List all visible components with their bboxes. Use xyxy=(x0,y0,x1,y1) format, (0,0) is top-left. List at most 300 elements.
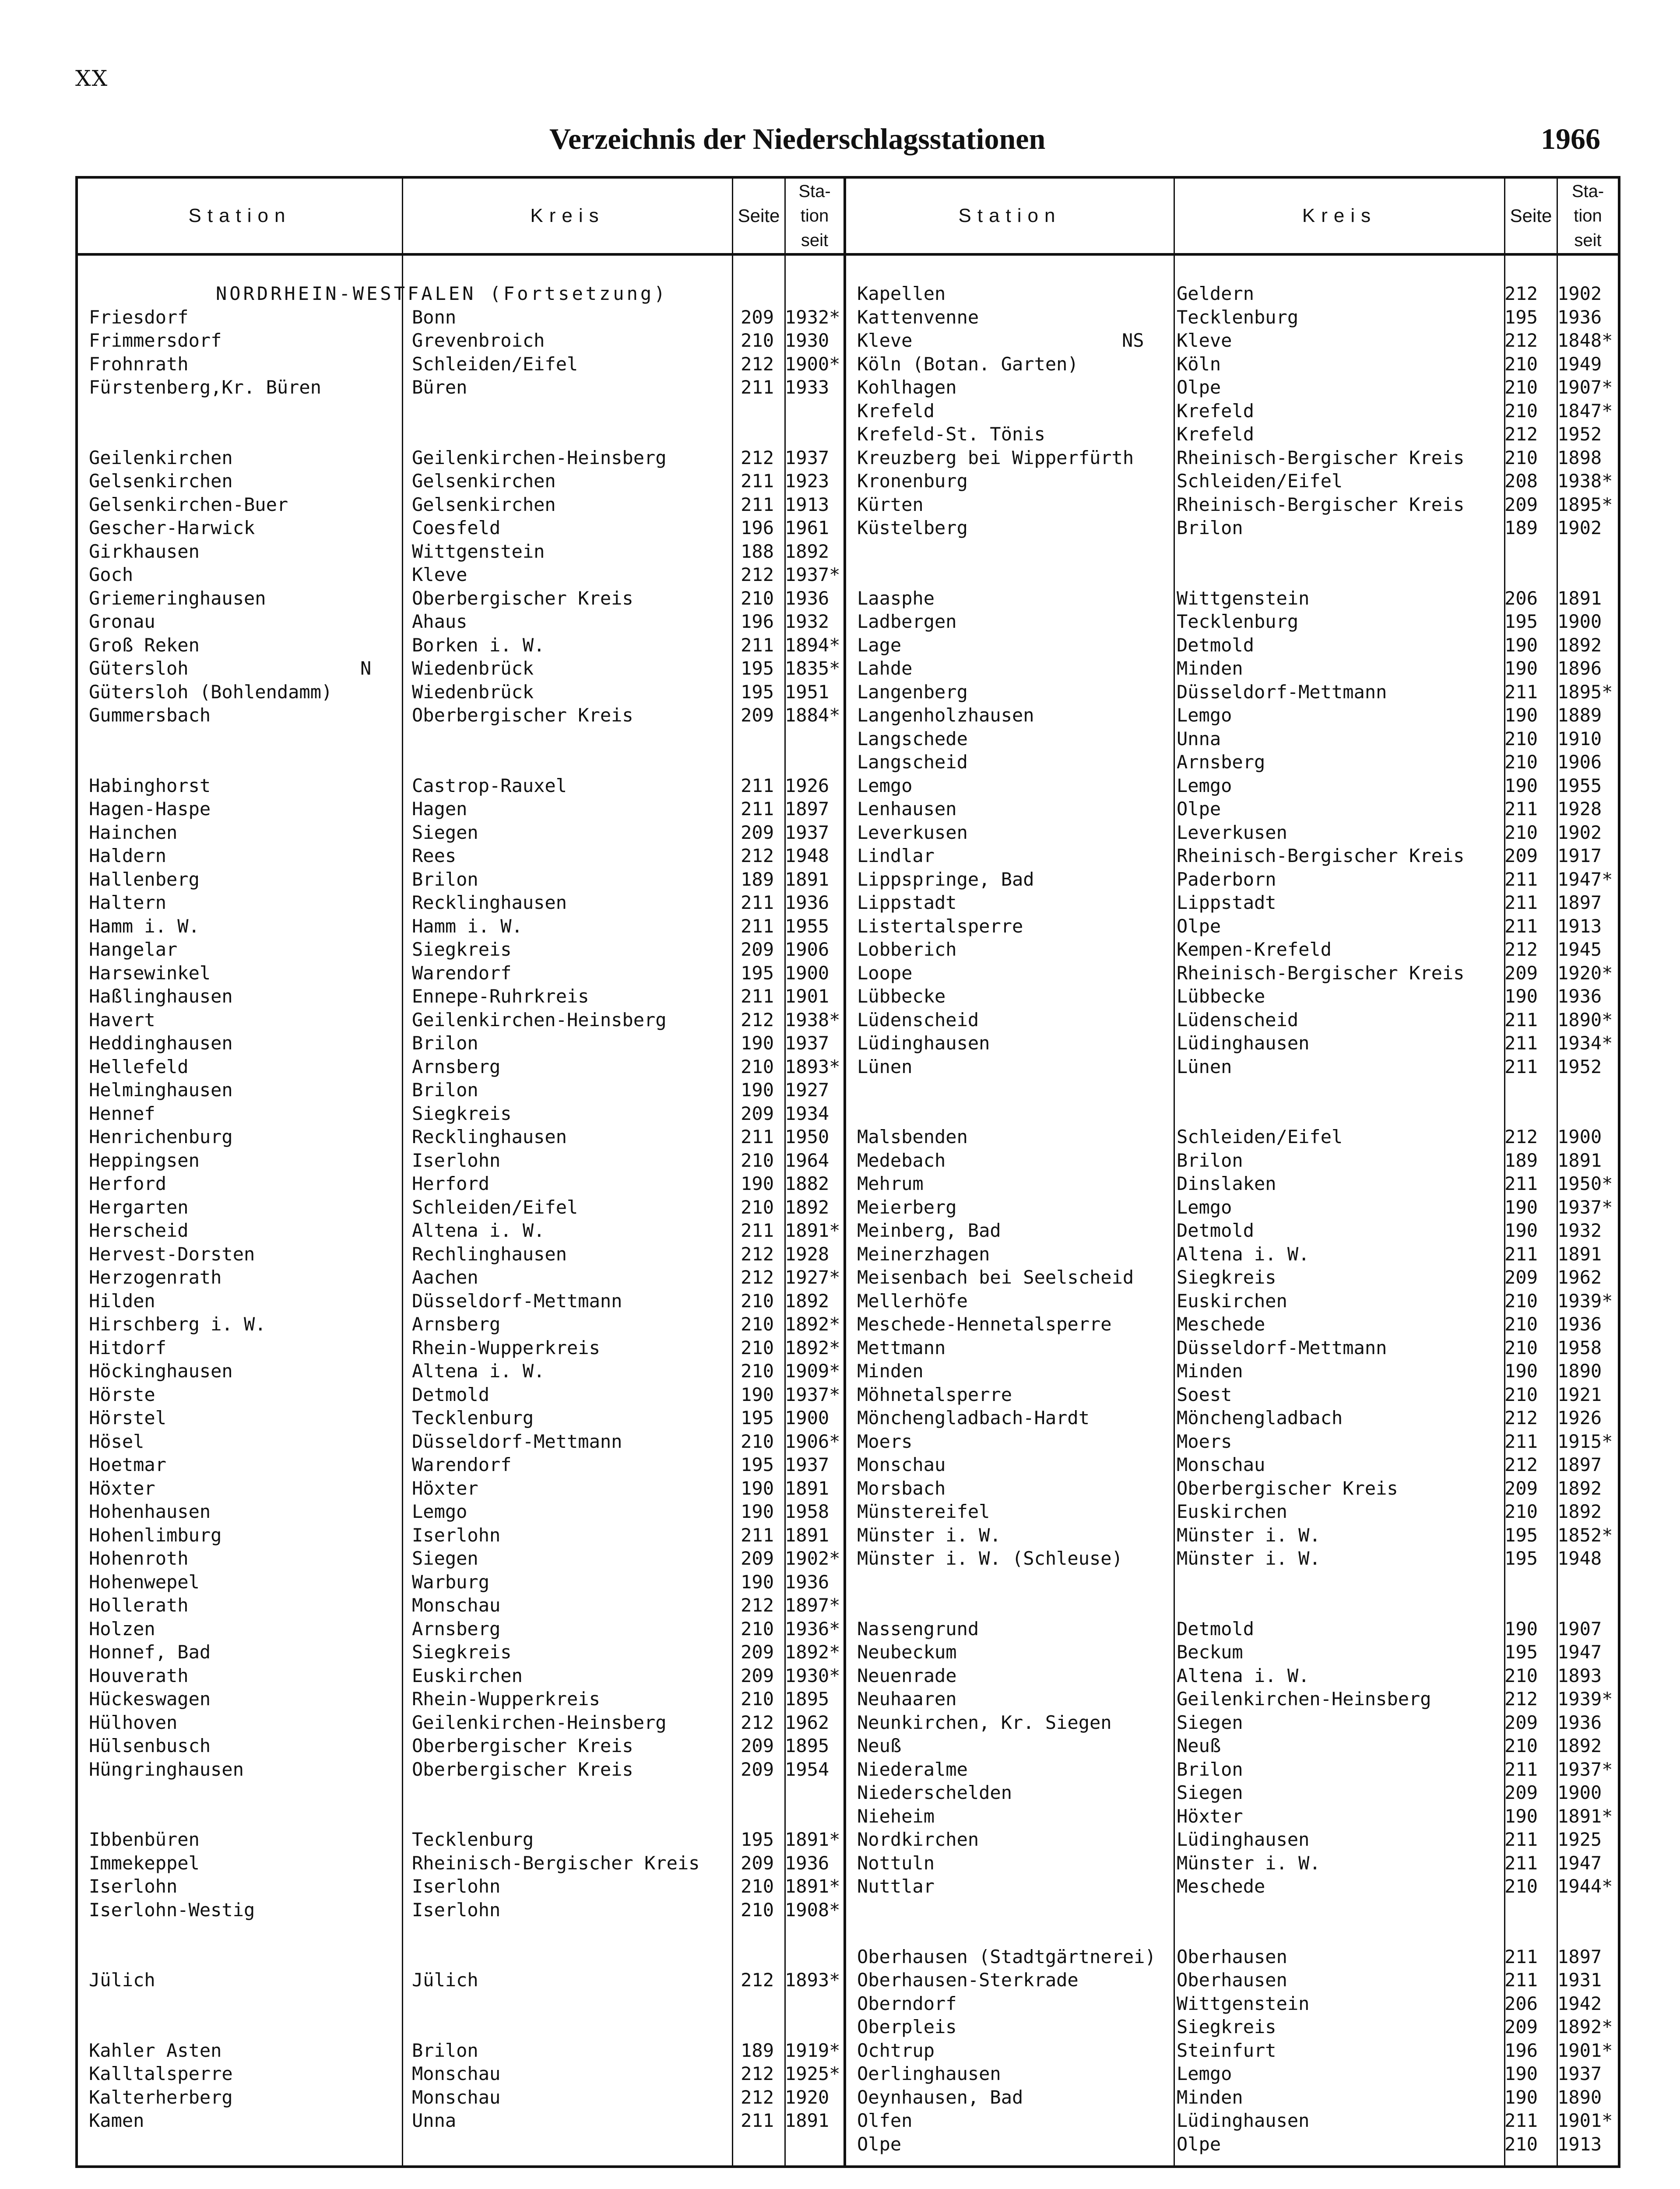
kreis-name: Leverkusen xyxy=(1177,821,1287,843)
seite-value: 209 xyxy=(741,1548,774,1569)
station-name: Houverath xyxy=(89,1665,189,1686)
seit-year: 1910 xyxy=(1557,728,1602,750)
station-name: Lenhausen xyxy=(857,798,957,820)
station-row xyxy=(89,563,840,587)
seite-value: 212 xyxy=(741,1243,774,1265)
seit-year: 1950* xyxy=(1557,1173,1613,1194)
seit-year: 1936 xyxy=(785,1852,829,1874)
station-name: Nieheim xyxy=(857,1805,935,1827)
kreis-name: Castrop-Rauxel xyxy=(412,774,567,796)
station-row xyxy=(89,1219,840,1242)
station-name: Münster i. W. xyxy=(857,1524,1001,1546)
kreis-name: Siegen xyxy=(1177,1711,1243,1733)
station-name: Honnef, Bad xyxy=(89,1641,211,1663)
seit-year: 1891* xyxy=(785,1876,840,1897)
seit-year: 1936 xyxy=(1557,1711,1602,1733)
station-row xyxy=(89,1289,833,1313)
blank-row xyxy=(89,2015,833,2039)
kreis-name: Olpe xyxy=(1177,2133,1221,2155)
seit-year: 1901* xyxy=(1557,2110,1613,2131)
station-name: Hervest-Dorsten xyxy=(89,1243,255,1265)
station-row xyxy=(89,2109,833,2133)
seite-value: 211 xyxy=(741,892,774,913)
station-row xyxy=(857,821,1610,845)
seit-year: 1895* xyxy=(1557,493,1613,515)
station-row xyxy=(89,1687,833,1711)
kreis-name: Schleiden/Eifel xyxy=(412,1196,578,1218)
station-name: Langenholzhausen xyxy=(857,704,1034,726)
kreis-name: Arnsberg xyxy=(412,1313,501,1335)
seit-year: 1891* xyxy=(1557,1805,1613,1827)
seit-year: 1928 xyxy=(1557,798,1602,820)
seit-year: 1900 xyxy=(1557,1782,1602,1803)
seit-year: 1900 xyxy=(785,962,829,984)
seite-value: 212 xyxy=(741,1711,774,1733)
kreis-name: Geilenkirchen-Heinsberg xyxy=(412,447,667,468)
kreis-name: Büren xyxy=(412,377,467,398)
station-name: Loope xyxy=(857,962,913,984)
station-name: Hohenroth xyxy=(89,1548,189,1569)
station-name: Frimmersdorf xyxy=(89,330,222,351)
station-name: Olpe xyxy=(857,2133,902,2155)
station-row xyxy=(857,1805,1613,1828)
seit-year: 1936 xyxy=(1557,985,1602,1007)
station-row xyxy=(857,750,1610,774)
kreis-name: Arnsberg xyxy=(1177,751,1265,773)
station-row xyxy=(857,493,1613,517)
seit-year: 1848* xyxy=(1557,330,1613,351)
kreis-name: Oberhausen xyxy=(1177,1969,1287,1991)
kreis-name: Krefeld xyxy=(1177,400,1255,422)
seite-value: 209 xyxy=(741,939,774,960)
seite-value: 195 xyxy=(741,962,774,984)
kreis-name: Lemgo xyxy=(1177,1196,1232,1218)
header-seit-line: seit xyxy=(1574,231,1602,250)
station-name: Iserlohn xyxy=(89,1876,178,1897)
station-name: Lippstadt xyxy=(857,892,957,913)
station-row xyxy=(89,985,833,1008)
seit-year: 1928 xyxy=(785,1243,829,1265)
station-name: Medebach xyxy=(857,1149,946,1171)
station-row xyxy=(89,1758,833,1781)
station-row xyxy=(89,1640,840,1664)
station-row xyxy=(89,1125,833,1149)
seit-year: 1891 xyxy=(1557,587,1602,609)
station-row xyxy=(89,1336,840,1360)
station-row xyxy=(89,1570,833,1594)
kreis-name: Minden xyxy=(1177,1360,1243,1382)
station-row xyxy=(857,1008,1613,1032)
seite-value: 209 xyxy=(741,1641,774,1663)
blank-row xyxy=(857,1922,1610,1945)
seit-year: 1900* xyxy=(785,353,840,375)
seit-year: 1938* xyxy=(1557,470,1613,492)
station-row xyxy=(89,469,833,493)
station-name: Hangelar xyxy=(89,939,178,960)
kreis-name: Rhein-Wupperkreis xyxy=(412,1688,600,1710)
seit-year: 1919* xyxy=(785,2039,840,2061)
seite-value: 212 xyxy=(741,353,774,375)
kreis-name: Ahaus xyxy=(412,611,467,632)
seit-year: 1891* xyxy=(785,1220,840,1241)
seit-year: 1852* xyxy=(1557,1524,1613,1546)
station-name: Habinghorst xyxy=(89,774,211,796)
kreis-name: Tecklenburg xyxy=(1177,306,1299,328)
station-name: Heddinghausen xyxy=(89,1032,233,1054)
station-row xyxy=(857,2062,1610,2086)
station-name: Geilenkirchen xyxy=(89,447,233,468)
seit-year: 1932 xyxy=(1557,1220,1602,1241)
seite-value: 190 xyxy=(1504,2063,1538,2084)
station-name: Hirschberg i. W. xyxy=(89,1313,266,1335)
seite-value: 210 xyxy=(741,1618,774,1640)
station-name: Neuenrade xyxy=(857,1665,957,1686)
station-name: Neuhaaren xyxy=(857,1688,957,1710)
seit-year: 1892* xyxy=(785,1313,840,1335)
kreis-name: Altena i. W. xyxy=(412,1360,545,1382)
station-row xyxy=(857,1617,1610,1641)
seit-year: 1936 xyxy=(1557,306,1602,328)
station-name: Hennef xyxy=(89,1102,155,1124)
station-name: Goch xyxy=(89,564,134,585)
station-row xyxy=(857,961,1613,985)
blank-row xyxy=(857,540,1610,563)
seit-year: 1947 xyxy=(1557,1641,1602,1663)
header-kreis: Kreis xyxy=(530,205,605,226)
seite-value: 189 xyxy=(741,868,774,890)
kreis-name: Lemgo xyxy=(412,1501,467,1522)
seit-year: 1902 xyxy=(1557,283,1602,304)
seit-year: 1892* xyxy=(1557,2016,1613,2038)
station-row xyxy=(857,633,1610,657)
kreis-name: Rheinisch-Bergischer Kreis xyxy=(1177,447,1465,468)
seite-value: 190 xyxy=(1504,1220,1538,1241)
kreis-name: Altena i. W. xyxy=(1177,1243,1310,1265)
seite-value: 212 xyxy=(741,1594,774,1616)
station-row xyxy=(89,1406,833,1430)
seit-year: 1948 xyxy=(785,845,829,866)
seit-year: 1917 xyxy=(1557,845,1602,866)
kreis-name: Geilenkirchen-Heinsberg xyxy=(412,1009,667,1031)
kreis-name: Lippstadt xyxy=(1177,892,1276,913)
seite-value: 188 xyxy=(741,540,774,562)
kreis-name: Rees xyxy=(412,845,457,866)
kreis-name: Düsseldorf-Mettmann xyxy=(1177,1337,1387,1358)
seite-value: 195 xyxy=(741,1829,774,1850)
seite-value: 210 xyxy=(741,1899,774,1921)
station-name: Monschau xyxy=(857,1454,946,1475)
station-row xyxy=(89,2086,833,2109)
seit-year: 1889 xyxy=(1557,704,1602,726)
station-name: Köln (Botan. Garten) xyxy=(857,353,1079,375)
seit-year: 1906* xyxy=(785,1430,840,1452)
kreis-name: Grevenbroich xyxy=(412,330,545,351)
station-row xyxy=(89,1359,840,1383)
seit-year: 1892* xyxy=(785,1641,840,1663)
seite-value: 209 xyxy=(741,1735,774,1756)
seite-value: 210 xyxy=(741,1290,774,1312)
seit-year: 1900 xyxy=(1557,611,1602,632)
kreis-name: Lemgo xyxy=(1177,774,1232,796)
station-row xyxy=(857,1031,1613,1055)
kreis-name: Brilon xyxy=(412,1079,478,1101)
station-name: Gütersloh (Bohlendamm) xyxy=(89,681,333,703)
seite-value: 211 xyxy=(1504,868,1538,890)
station-row xyxy=(89,1196,833,1219)
station-row xyxy=(857,446,1610,470)
station-name: Morsbach xyxy=(857,1477,946,1499)
station-name: Hellefeld xyxy=(89,1056,189,1077)
seite-value: 190 xyxy=(741,1571,774,1593)
station-row xyxy=(89,821,833,845)
station-row xyxy=(89,352,840,376)
kreis-name: Münster i. W. xyxy=(1177,1524,1321,1546)
seit-year: 1900 xyxy=(785,1407,829,1429)
seite-value: 195 xyxy=(1504,1641,1538,1663)
station-row xyxy=(89,1430,840,1453)
station-name: Gescher-Harwick xyxy=(89,517,255,538)
station-row xyxy=(89,915,833,938)
station-row xyxy=(857,2133,1610,2156)
kreis-name: Oberbergischer Kreis xyxy=(412,587,633,609)
seite-value: 211 xyxy=(1504,1032,1538,1054)
station-name: Kalterherberg xyxy=(89,2086,233,2108)
seite-value: 212 xyxy=(741,1969,774,1991)
seite-value: 209 xyxy=(741,1852,774,1874)
station-name: Ladbergen xyxy=(857,611,957,632)
kreis-name: Düsseldorf-Mettmann xyxy=(412,1430,622,1452)
station-mark: NS xyxy=(1122,330,1144,351)
kreis-name: Warendorf xyxy=(412,962,512,984)
kreis-name: Kempen-Krefeld xyxy=(1177,939,1332,960)
station-row xyxy=(857,422,1610,446)
seit-year: 1902* xyxy=(785,1548,840,1569)
seit-year: 1936 xyxy=(785,892,829,913)
station-row xyxy=(89,1734,833,1758)
seit-year: 1936 xyxy=(785,587,829,609)
seite-value: 212 xyxy=(741,447,774,468)
station-row xyxy=(857,1547,1610,1570)
station-name: Listertalsperre xyxy=(857,915,1023,937)
station-row xyxy=(89,633,840,657)
station-name: Mehrum xyxy=(857,1173,924,1194)
seite-value: 211 xyxy=(1504,1009,1538,1031)
kreis-name: Tecklenburg xyxy=(412,1829,534,1850)
station-name: Oeynhausen, Bad xyxy=(857,2086,1023,2108)
seit-year: 1937 xyxy=(785,447,829,468)
seit-year: 1958 xyxy=(785,1501,829,1522)
seit-year: 1895* xyxy=(1557,681,1613,703)
seit-year: 1920* xyxy=(1557,962,1613,984)
seit-year: 1900 xyxy=(1557,1126,1602,1147)
station-name: Nordkirchen xyxy=(857,1829,979,1850)
station-name: Hagen-Haspe xyxy=(89,798,211,820)
seite-value: 211 xyxy=(1504,798,1538,820)
station-row xyxy=(857,727,1610,751)
kreis-name: Brilon xyxy=(412,2039,478,2061)
station-row xyxy=(857,704,1610,727)
seit-year: 1925 xyxy=(1557,1829,1602,1850)
seite-value: 212 xyxy=(1504,283,1538,304)
kreis-name: Wittgenstein xyxy=(1177,587,1310,609)
seit-year: 1901* xyxy=(1557,2039,1613,2061)
station-name: Hörstel xyxy=(89,1407,167,1429)
seite-value: 212 xyxy=(1504,1688,1538,1710)
station-row xyxy=(857,469,1613,493)
seit-year: 1902 xyxy=(1557,517,1602,538)
station-name: Oerlinghausen xyxy=(857,2063,1001,2084)
seit-year: 1892 xyxy=(1557,1501,1602,1522)
kreis-name: Iserlohn xyxy=(412,1899,501,1921)
station-name: Kronenburg xyxy=(857,470,968,492)
station-name: Meierberg xyxy=(857,1196,957,1218)
seit-year: 1892 xyxy=(1557,1735,1602,1756)
seit-year: 1930* xyxy=(785,1665,840,1686)
blank-row xyxy=(89,1945,833,1969)
station-name: Frohnrath xyxy=(89,353,189,375)
seit-year: 1964 xyxy=(785,1149,829,1171)
kreis-name: Lüdenscheid xyxy=(1177,1009,1299,1031)
station-row xyxy=(857,1196,1613,1219)
seite-value: 195 xyxy=(741,1407,774,1429)
station-name: Mellerhöfe xyxy=(857,1290,968,1312)
seite-value: 209 xyxy=(741,821,774,843)
station-row xyxy=(89,446,833,470)
seite-value: 211 xyxy=(1504,1829,1538,1850)
seite-value: 195 xyxy=(741,658,774,679)
station-row xyxy=(857,376,1613,399)
header-kreis: Kreis xyxy=(1302,205,1377,226)
station-row xyxy=(857,1149,1610,1172)
seite-value: 195 xyxy=(1504,1524,1538,1546)
seite-value: 196 xyxy=(1504,2039,1538,2061)
seite-value: 211 xyxy=(1504,1056,1538,1077)
seit-year: 1896 xyxy=(1557,658,1602,679)
station-name: Gummersbach xyxy=(89,704,211,726)
kreis-name: Minden xyxy=(1177,2086,1243,2108)
station-row xyxy=(857,1524,1613,1547)
seite-value: 211 xyxy=(1504,915,1538,937)
seit-year: 1927 xyxy=(785,1079,829,1101)
kreis-name: Moers xyxy=(1177,1430,1232,1452)
seite-value: 212 xyxy=(1504,330,1538,351)
station-row xyxy=(89,376,833,399)
station-row xyxy=(857,587,1610,610)
seit-year: 1913 xyxy=(1557,915,1602,937)
kreis-name: Detmold xyxy=(1177,1220,1255,1241)
seit-year: 1932 xyxy=(785,611,829,632)
station-name: Holzen xyxy=(89,1618,155,1640)
seit-year: 1897 xyxy=(785,798,829,820)
seite-value: 211 xyxy=(741,985,774,1007)
seite-value: 211 xyxy=(1504,1243,1538,1265)
seite-value: 208 xyxy=(1504,470,1538,492)
station-name: Nuttlar xyxy=(857,1876,935,1897)
kreis-name: Meschede xyxy=(1177,1313,1265,1335)
seit-year: 1891 xyxy=(785,868,829,890)
station-name: Haßlinghausen xyxy=(89,985,233,1007)
station-name: Niederschelden xyxy=(857,1782,1012,1803)
station-name: Lippspringe, Bad xyxy=(857,868,1034,890)
station-row xyxy=(857,399,1613,423)
seite-value: 210 xyxy=(1504,1665,1538,1686)
station-name: Kalltalsperre xyxy=(89,2063,233,2084)
seite-value: 196 xyxy=(741,517,774,538)
kreis-name: Oberbergischer Kreis xyxy=(412,1735,633,1756)
station-name: Havert xyxy=(89,1009,155,1031)
station-name: Kohlhagen xyxy=(857,377,957,398)
station-row xyxy=(857,2109,1613,2133)
kreis-name: Lüdinghausen xyxy=(1177,1032,1310,1054)
kreis-name: Geldern xyxy=(1177,283,1255,304)
station-name: Herford xyxy=(89,1173,167,1194)
seit-year: 1936 xyxy=(785,1571,829,1593)
station-row xyxy=(89,1500,833,1524)
kreis-name: Minden xyxy=(1177,658,1243,679)
station-row xyxy=(89,1828,840,1851)
seite-value: 210 xyxy=(1504,1313,1538,1335)
kreis-name: Höxter xyxy=(1177,1805,1243,1827)
kreis-name: Rhein-Wupperkreis xyxy=(412,1337,600,1358)
kreis-name: Wittgenstein xyxy=(412,540,545,562)
seit-year: 1893 xyxy=(1557,1665,1602,1686)
kreis-name: Siegen xyxy=(1177,1782,1243,1803)
seite-value: 211 xyxy=(1504,1969,1538,1991)
station-row xyxy=(857,1219,1610,1242)
kreis-name: Münster i. W. xyxy=(1177,1852,1321,1874)
seit-year: 1893* xyxy=(785,1969,840,1991)
seit-year: 1907* xyxy=(1557,377,1613,398)
seite-value: 211 xyxy=(1504,892,1538,913)
station-row xyxy=(857,915,1610,938)
station-row xyxy=(857,1664,1610,1688)
seit-year: 1937 xyxy=(785,1032,829,1054)
seite-value: 209 xyxy=(741,1102,774,1124)
station-row xyxy=(857,774,1610,798)
kreis-name: Unna xyxy=(412,2110,457,2131)
seite-value: 196 xyxy=(741,611,774,632)
station-row xyxy=(89,1172,833,1196)
station-name: Heppingsen xyxy=(89,1149,200,1171)
station-name: Lübbecke xyxy=(857,985,946,1007)
seite-value: 210 xyxy=(1504,1290,1538,1312)
station-row xyxy=(857,1125,1610,1149)
seite-value: 212 xyxy=(1504,1126,1538,1147)
kreis-name: Tecklenburg xyxy=(1177,611,1299,632)
seit-year: 1939* xyxy=(1557,1688,1613,1710)
seite-value: 189 xyxy=(1504,1149,1538,1171)
station-name: Hitdorf xyxy=(89,1337,167,1358)
seite-value: 210 xyxy=(741,1360,774,1382)
station-name: Herscheid xyxy=(89,1220,189,1241)
seite-value: 210 xyxy=(741,1313,774,1335)
station-row xyxy=(857,610,1610,633)
station-name: Hallenberg xyxy=(89,868,200,890)
kreis-name: Mönchengladbach xyxy=(1177,1407,1343,1429)
seite-value: 210 xyxy=(741,1337,774,1358)
seit-year: 1892 xyxy=(1557,1477,1602,1499)
seit-year: 1908* xyxy=(785,1899,840,1921)
seit-year: 1937* xyxy=(1557,1758,1613,1780)
kreis-name: Geilenkirchen-Heinsberg xyxy=(1177,1688,1431,1710)
station-name: Hainchen xyxy=(89,821,178,843)
station-row xyxy=(857,306,1610,329)
kreis-name: Iserlohn xyxy=(412,1876,501,1897)
station-name: Lünen xyxy=(857,1056,913,1077)
kreis-name: Arnsberg xyxy=(412,1056,501,1077)
station-row xyxy=(89,1547,840,1570)
seite-value: 190 xyxy=(1504,1196,1538,1218)
